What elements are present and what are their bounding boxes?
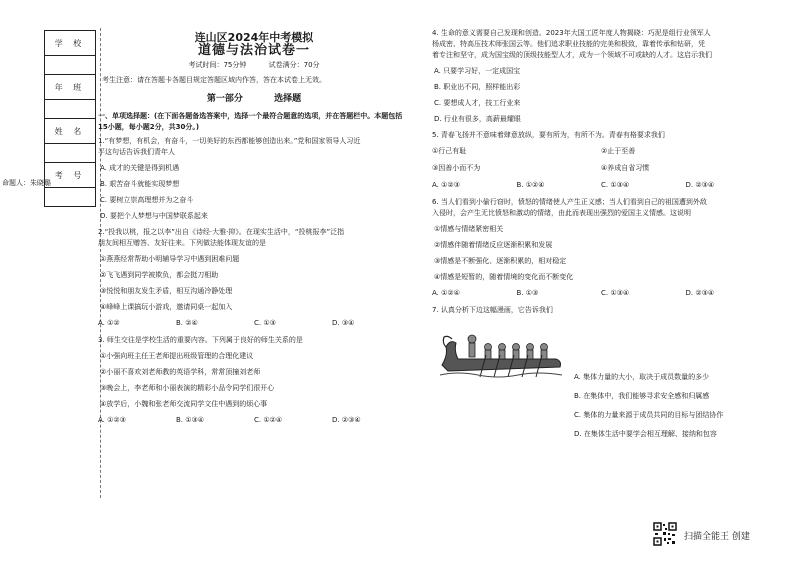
answer-options	[98, 415, 410, 426]
question-5	[432, 130, 770, 191]
statement-row	[432, 146, 770, 157]
question-6	[432, 197, 770, 299]
option-d[interactable]: D. ③④	[332, 319, 355, 327]
option-d[interactable]: D. 行业有很多，高薪最耀眼	[434, 115, 521, 123]
statement-4: ④情感是短暂的，随着情境的变化而不断变化	[434, 273, 574, 281]
question-stem: 1.“有梦想，有机会，有奋斗，一切美好的东西都能够创造出来。”党和国家领导人习近 平这句话告诉我们青年人	[98, 137, 361, 156]
question-stem: 5. 青春飞扬并不意味着肆意放纵，要有所为，有所不为。青春有格要求我们	[432, 131, 665, 139]
question-stem: 4. 生命的意义需要自己发现和创造。2023年大国工匠年度人物揭晓：巧泥是组行业领军人 杨成密、特高压技术师张国云等。他们追求职业技能的完美和极致，靠着传承和钻研，凭 着专注和坚守，成为国宝级的顶级技能型人才，成为一个领域不可或缺的人才。这启示我们	[432, 29, 712, 59]
right-column	[432, 28, 770, 387]
statement-3: ③悦悦和朋友发生矛盾，相互沟通冷静处理	[100, 287, 233, 295]
option-a[interactable]: A. ①②③	[98, 416, 126, 424]
statement-2: ②止于至善	[601, 147, 636, 155]
statement-2: ②小丽不喜欢刘老师教的英语学科，常常顶撞刘老师	[100, 368, 261, 376]
dragon-boat-cartoon	[438, 325, 566, 383]
question-7-options	[574, 372, 774, 448]
option-c[interactable]: C. 集体的力量来源于成员共同的目标与团结协作	[574, 411, 724, 419]
name-blank[interactable]	[45, 144, 95, 163]
statement-1: ①情感与情绪紧密相关	[434, 225, 504, 233]
exam-meta	[98, 60, 410, 71]
option-c[interactable]: C. ①③	[254, 319, 276, 327]
qr-code-icon	[653, 522, 677, 546]
option-b[interactable]: B. 艰苦奋斗就能实现梦想	[100, 180, 180, 188]
option-d[interactable]: D. ②③④	[685, 289, 715, 297]
statement-1: ①燕燕经常帮助小明辅导学习中遇到困难问题	[100, 255, 240, 263]
statement-2: ②情感伴随着情绪反应逐渐积累和发展	[434, 241, 553, 249]
proposer: 命题人：朱晓璐	[2, 179, 51, 187]
option-c[interactable]: C. 要想成人才，技工行业来	[434, 99, 521, 107]
question-stem: 7. 认真分析下边这幅漫画，它告诉我们	[432, 306, 553, 314]
option-b[interactable]: B. ①③	[516, 289, 539, 297]
exam-score: 试卷满分：70分	[268, 61, 320, 69]
option-d[interactable]: D. ②③④	[332, 416, 361, 424]
question-stem: 6. 当人们看到小偷行窃时，愤怒的情绪使人产生正义感；当人们看到自己的祖国遭到外敌 入侵时，会产生无比愤怒和激动的情绪，由此而表现出强烈的爱国主义情感。这说明	[432, 198, 707, 217]
statement-3: ③因善小而不为	[432, 164, 481, 172]
option-d[interactable]: D. 在集体生活中要学会相互理解、接纳和包容	[574, 430, 717, 438]
question-2	[98, 227, 410, 329]
exam-time: 考试时间：75分钟	[188, 61, 247, 69]
statement-row	[432, 163, 770, 174]
question-stem: 2.“投我以桃，报之以李”出自《诗经·大雅·抑》。在现实生活中，“投桃报李”泛指 朋友间相互赠答、友好往来。下列做法能体现友谊的是	[98, 228, 345, 247]
school-label: 学 校	[45, 31, 95, 56]
statement-3: ③情感是不断强化、逐渐积累的，相对稳定	[434, 257, 567, 265]
statement-1: ①行己有耻	[432, 147, 467, 155]
statement-4: ④峰峰上课搞玩小游戏，邀请同桌一起加入	[100, 303, 233, 311]
exam-number-label: 考 号	[45, 163, 95, 188]
option-c[interactable]: C. ①③④	[601, 181, 630, 189]
statement-3: ③晚会上，李老师和小丽表演的精彩小品令同学们很开心	[100, 384, 275, 392]
option-b[interactable]: B. 职业出不同，照样能出彩	[434, 83, 521, 91]
left-column	[98, 28, 410, 432]
statement-4: ④放学后，小魏和张老师交流同学文住中遇到的烦心事	[100, 400, 268, 408]
class-blank[interactable]	[45, 100, 95, 119]
exam-notice: 考生注意：请在答题卡各题目规定答题区域内作答，答在本试卷上无效。	[102, 76, 326, 84]
option-a[interactable]: A. 成才的关键是得到机遇	[100, 164, 180, 172]
option-b[interactable]: B. ②④	[176, 319, 198, 327]
option-b[interactable]: B. 在集体中，我们能够寻求安全感和归属感	[574, 392, 710, 400]
statement-4: ④养成自省习惯	[601, 164, 650, 172]
option-a[interactable]: A. 只要学习好，一定成国宝	[434, 67, 521, 75]
exam-subtitle: 道德与法治试卷一	[197, 43, 310, 58]
school-blank[interactable]	[45, 56, 95, 75]
option-a[interactable]: A. ①②③	[432, 181, 460, 189]
name-label: 姓 名	[45, 119, 95, 144]
question-1	[98, 136, 410, 222]
class-label: 年 班	[45, 75, 95, 100]
option-c[interactable]: C. ①②④	[254, 416, 283, 424]
question-stem: 3. 师生交往是学校生活的重要内容。下列属于良好的师生关系的是	[98, 336, 303, 344]
option-c[interactable]: C. ①③④	[601, 289, 630, 297]
part-title	[98, 94, 410, 105]
part-name: 选择题	[274, 94, 302, 104]
option-d[interactable]: D. ②③④	[685, 181, 715, 189]
option-c[interactable]: C. 要树立崇高理想并为之奋斗	[100, 196, 194, 204]
answer-options	[98, 318, 410, 329]
student-info-box	[44, 30, 96, 207]
answer-options	[432, 288, 770, 299]
option-b[interactable]: B. ①②④	[516, 181, 545, 189]
statement-2: ②飞飞遇到同学被欺负，都会挺刀相助	[100, 271, 219, 279]
option-d[interactable]: D. 要把个人梦想与中国梦联系起来	[100, 212, 208, 220]
scanner-watermark: 扫描全能王 创建	[684, 532, 750, 542]
part-number: 第一部分	[206, 94, 243, 104]
question-4	[432, 28, 770, 125]
option-a[interactable]: A. ①②④	[432, 289, 460, 297]
option-a[interactable]: A. ①②	[98, 319, 120, 327]
exam-number-blank[interactable]	[45, 188, 95, 206]
exam-title: 连山区2024年中考模拟	[194, 31, 314, 44]
section-instructions: 一、单项选择题：(在下面各题备选答案中，选择一个最符合题意的选项，并在答题栏中。本题包括15小题，每小题2分，共30分。)	[98, 112, 403, 131]
option-a[interactable]: A. 集体力量的大小，取决于成员数量的多少	[574, 373, 710, 381]
answer-options	[432, 180, 770, 191]
statement-1: ①小强向班主任王老师提出班级管理的合理化建议	[100, 352, 254, 360]
question-3	[98, 335, 410, 426]
option-b[interactable]: B. ①③④	[176, 416, 205, 424]
